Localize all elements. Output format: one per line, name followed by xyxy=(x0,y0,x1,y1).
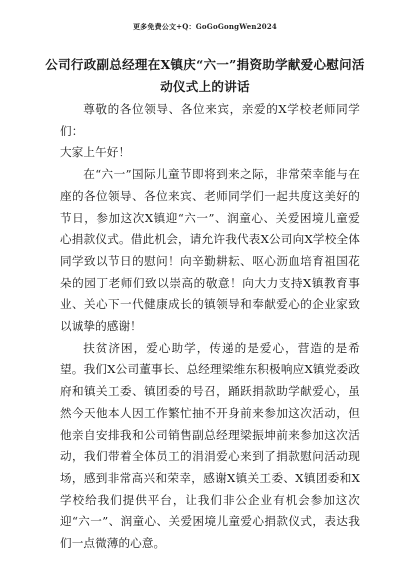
header-note: 更多免费公文+Q：GoGoGongWen2024 xyxy=(132,22,277,31)
document-title-line-1: 公司行政副总经理在X镇庆“六一”捐资助学献爱心慰问活 xyxy=(45,57,365,72)
document-body xyxy=(60,99,360,555)
document-title-line-2: 动仪式上的讲话 xyxy=(160,79,250,94)
salutation: 尊敬的各位领导、各位来宾，亲爱的X学校老师同学们： xyxy=(60,102,360,138)
greeting: 大家上午好！ xyxy=(60,145,131,160)
body-paragraph: 在“六一”国际儿童节即将到来之际，非常荣幸能与在座的各位领导、各位来宾、老师同学们一起共度这美好的节日，参加这次X镇迎“六一”、润童心、关爱困境儿童爱心捐款仪式。借此机会，请允许我代表X公司向X学校全体同学致以节日的慰问！向辛勤耕耘、呕心沥血培育祖国花朵的园丁老师们致以崇高的敬意！向大力支持X镇教育事业、关心下一代健康成长的镇领导和奉献爱心的企业家致以诚挚的感谢！ xyxy=(60,167,360,334)
body-paragraph: 扶贫济困，爱心助学，传递的是爱心，营造的是希望。我们X公司董事长、总经理梁维东积极响应X镇党委政府和镇关工委、镇团委的号召，踊跃捐款助学献爱心，虽然今天他本人因工作繁忙抽不开身前来参加这次活动，但他亲自安排我和公司销售副总经理梁振坤前来参加这次活动，我们带着全体员工的涓涓爱心来到了捐款慰问活动现场，感到非常高兴和荣幸，感谢X镇关工委、X镇团委和X学校给我们提供平台，让我们非公企业有机会参加这次迎“六一”、润童心、关爱困境儿童爱心捐款仪式，表达我们一点微薄的心意。 xyxy=(60,340,360,551)
